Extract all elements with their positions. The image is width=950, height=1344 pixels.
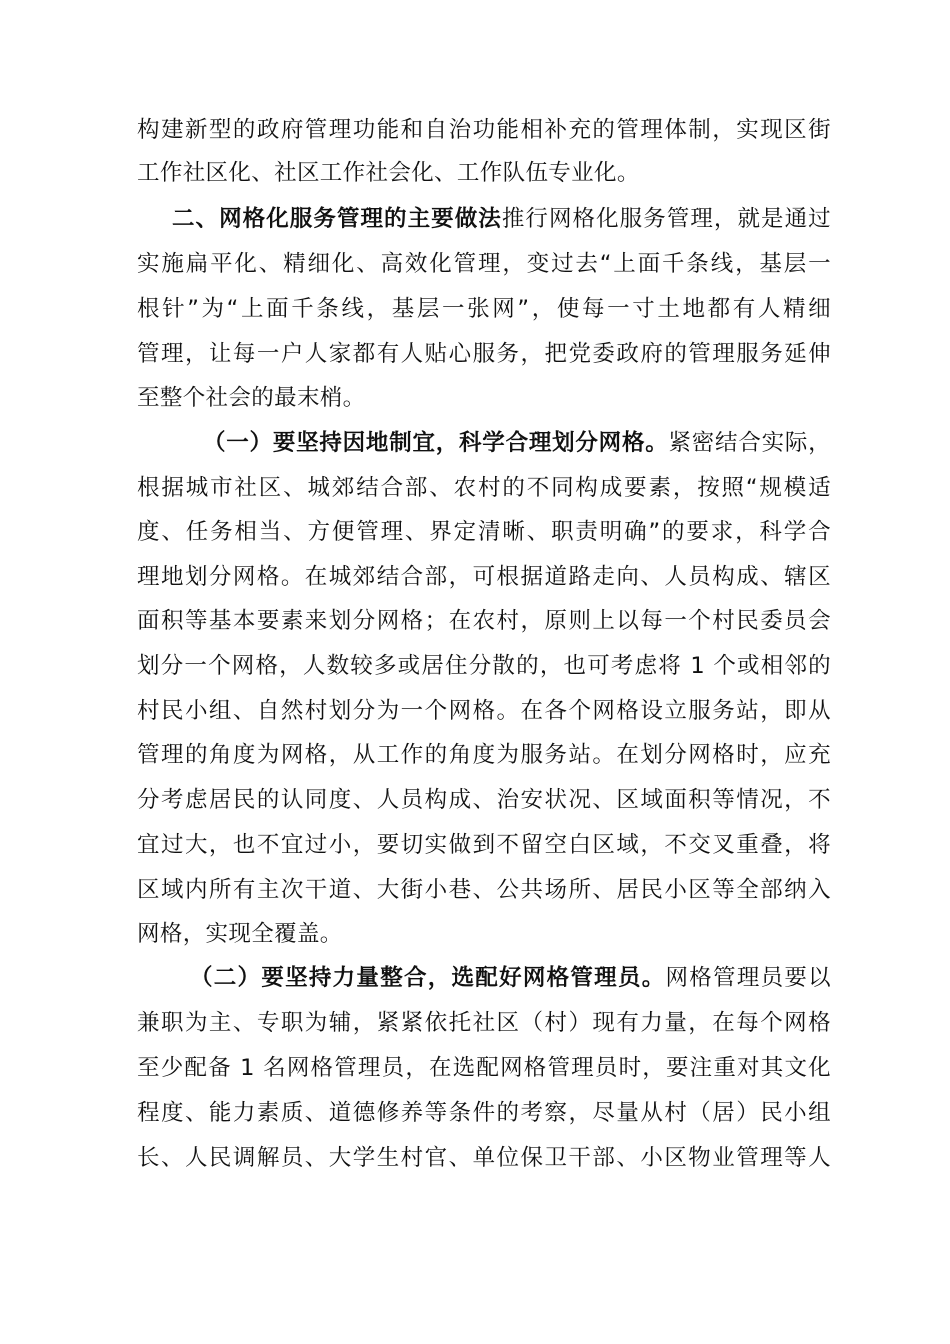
body-text: 程度、能力素质、道德修养等条件的考察，尽量从村（居）民小组 [137,1100,831,1126]
text-line [137,1143,831,1173]
body-text: 构建新型的政府管理功能和自治功能相补充的管理体制，实现区街 [137,117,831,143]
body-text: 面积等基本要素来划分网格；在农村，原则上以每一个村民委员会 [137,608,831,634]
text-line [137,294,831,324]
text-line [190,963,831,993]
body-text: 兼职为主、专职为辅，紧紧依托社区（村）现有力量，在每个网格 [137,1010,831,1036]
body-text: 至少配备 1 名网格管理员，在选配网格管理员时，要注重对其文化 [137,1055,831,1081]
body-text: 至整个社会的最末梢。 [137,385,366,411]
text-line [172,204,831,234]
body-text: 管理的角度为网格，从工作的角度为服务站。在划分网格时，应充 [137,742,831,768]
text-line [137,115,831,145]
body-text: 管理，让每一户人家都有人贴心服务，把党委政府的管理服务延伸 [137,341,831,367]
text-line [137,473,831,503]
body-text: 宜过大，也不宜过小，要切实做到不留空白区域，不交叉重叠，将 [137,832,831,858]
body-text: 实施扁平化、精细化、高效化管理，变过去“上面千条线，基层一 [137,251,831,277]
text-line [137,1053,831,1083]
text-line [137,158,831,188]
body-text: 根据城市社区、城郊结合部、农村的不同构成要素，按照“规模适 [137,475,831,501]
text-line [137,740,831,770]
body-text: 根针”为“上面千条线，基层一张网”，使每一寸土地都有人精细 [137,296,831,322]
text-line [137,875,831,905]
text-line [137,696,831,726]
body-text: 工作社区化、社区工作社会化、工作队伍专业化。 [137,160,640,186]
text-line [137,517,831,547]
body-text: 网格，实现全覆盖。 [137,921,343,947]
body-text: 推行网格化服务管理，就是通过 [501,206,831,232]
body-text: 紧密结合实际， [668,430,831,456]
text-line [137,830,831,860]
body-text: 网格管理员要以 [665,965,831,991]
text-line [203,428,831,458]
text-line [137,339,831,369]
text-line [137,562,831,592]
text-line [137,249,831,279]
body-text: 划分一个网格，人数较多或居住分散的，也可考虑将 1 个或相邻的 [137,653,831,679]
body-text: 分考虑居民的认同度、人员构成、治安状况、区域面积等情况，不 [137,787,831,813]
text-line [137,1008,831,1038]
bold-heading-text: 二、网格化服务管理的主要做法 [172,206,502,232]
text-line [137,606,831,636]
text-line [137,383,831,413]
text-line [137,919,831,949]
text-line [137,1098,831,1128]
body-text: 区域内所有主次干道、大街小巷、公共场所、居民小区等全部纳入 [137,877,831,903]
bold-heading-text: （二）要坚持力量整合，选配好网格管理员。 [190,965,666,991]
text-line [137,651,831,681]
body-text: 村民小组、自然村划分为一个网格。在各个网格设立服务站，即从 [137,698,831,724]
body-text: 长、人民调解员、大学生村官、单位保卫干部、小区物业管理等人 [137,1145,831,1171]
text-line [137,785,831,815]
body-text: 理地划分网格。在城郊结合部，可根据道路走向、人员构成、辖区 [137,564,831,590]
body-text: 度、任务相当、方便管理、界定清晰、职责明确”的要求，科学合 [137,519,831,545]
bold-heading-text: （一）要坚持因地制宜，科学合理划分网格。 [203,430,669,456]
